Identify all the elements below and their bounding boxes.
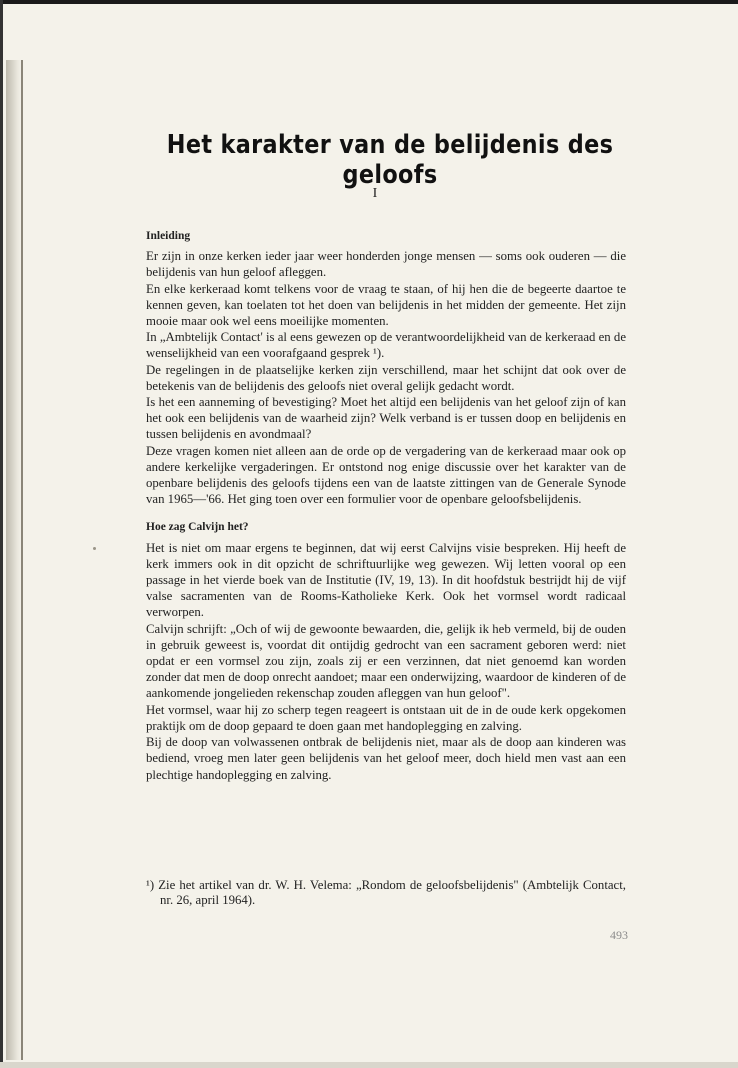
paragraph: In „Ambtelijk Contact' is al eens gewezen op de verantwoordelijkheid van de kerkeraad en de wenselijkheid van een voorafgaand gesprek ¹). bbox=[146, 330, 626, 361]
bottom-edge bbox=[0, 1062, 738, 1068]
left-border bbox=[0, 0, 3, 1068]
page-number: 493 bbox=[610, 928, 628, 942]
section-heading-inleiding: Inleiding bbox=[146, 230, 191, 242]
article-title: Het karakter van de belijdenis des geloofs bbox=[166, 130, 614, 190]
footnote-text: ¹) Zie het artikel van dr. W. H. Velema: „Rondom de geloofsbelijdenis" (Ambtelijk Contact, nr. 26, april 1964). bbox=[146, 878, 626, 907]
binding-shadow bbox=[6, 60, 22, 1060]
binding-line bbox=[21, 60, 23, 1060]
stray-mark bbox=[93, 547, 96, 550]
paragraph: Is het een aanneming of bevestiging? Moet het altijd een belijdenis van het geloof zijn of kan het ook een belijdenis van de waarheid zijn? Welk verband is er tussen doop en belijdenis en tussen belijdenis en avondmaal? bbox=[146, 395, 626, 442]
section-heading-calvijn: Hoe zag Calvijn het? bbox=[146, 521, 249, 534]
paragraph: En elke kerkeraad komt telkens voor de vraag te staan, of hij hen die de begeerte daartoe te kennen geven, kan toelaten tot het doen van belijdenis in het midden der gemeente. Het zijn mooie maar ook wel eens moeilijke momenten. bbox=[146, 281, 626, 329]
paragraph: Deze vragen komen niet alleen aan de orde op de vergadering van de kerkeraad maar ook op andere kerkelijke vergaderingen. Er ontstond nog enige discussie over het karakter van de openbare belijdenis des geloofs tijdens een van de laatste zittingen van de Generale Synode van 1965—'66. Het ging toen over een formulier voor de openbare geloofsbelijdenis. bbox=[146, 443, 626, 507]
paragraph: Het vormsel, waar hij zo scherp tegen reageert is ontstaan uit de in de oude kerk opgekomen praktijk om de doop gepaard te doen gaan met handoplegging en zalving. bbox=[146, 702, 626, 733]
paragraph: Calvijn schrijft: „Och of wij de gewoonte bewaarden, die, gelijk ik heb vermeld, bij de ouden in gebruik geweest is, voordat dit ontijdig gedrocht van een sacrament geboren werd: niet opdat er een vormsel zou zijn, zoals zij er een verzinnen, dat niet genoemd kan worden zonder dat men de doop onrecht aandoet; maar een onderwijzing, waardoor de kinderen of de aankomende jongelieden rekenschap zouden afleggen van hun geloof". bbox=[146, 621, 626, 701]
paragraph: Het is niet om maar ergens te beginnen, dat wij eerst Calvijns visie bespreken. Hij heeft de kerk immers ook in dit opzicht de schriftuurlijke weg gewezen. Wij letten vooral op een passage in het vierde boek van de Institutie (IV, 19, 13). In dit hoofdstuk bestrijdt hij de vijf valse sacramenten van de Rooms-Katholieke Kerk. Ook het vormsel wordt radicaal verworpen. bbox=[146, 540, 626, 620]
paragraph: Bij de doop van volwassenen ontbrak de belijdenis niet, maar als de doop aan kinderen was bediend, vroeg men later geen belijdenis van het geloof meer, doch hield men vast aan een plechtige handoplegging en zalving. bbox=[146, 735, 626, 782]
paragraph: De regelingen in de plaatselijke kerken zijn verschillend, maar het schijnt dat ook over de betekenis van de belijdenis des geloofs niet overal gelijk gedacht wordt. bbox=[146, 362, 626, 393]
footnote bbox=[146, 878, 626, 908]
article-body bbox=[146, 228, 626, 783]
part-numeral: I bbox=[372, 186, 378, 201]
top-border bbox=[0, 0, 738, 4]
paragraph: Er zijn in onze kerken ieder jaar weer honderden jonge mensen — soms ook ouderen — die belijdenis van hun geloof afleggen. bbox=[146, 249, 626, 280]
